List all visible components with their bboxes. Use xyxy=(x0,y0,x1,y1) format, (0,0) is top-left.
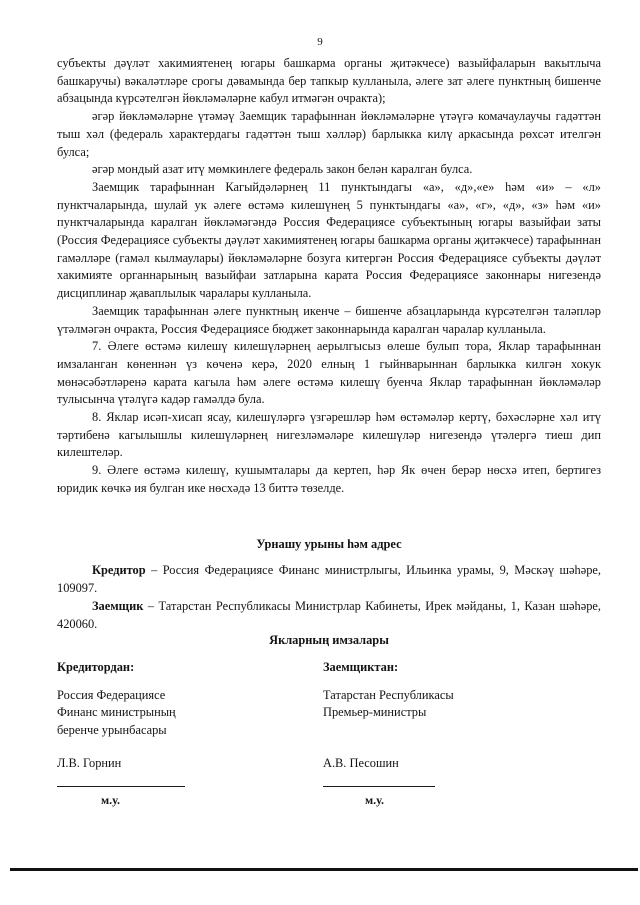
borrower-signature-label: Заемщиктан: xyxy=(323,660,399,674)
creditor-seal-mark: м.у. xyxy=(101,793,120,807)
creditor-signature-block xyxy=(57,659,307,740)
borrower-signatory-name: А.В. Песошин xyxy=(323,756,399,770)
document-body xyxy=(57,55,601,498)
creditor-separator: – xyxy=(145,563,163,577)
signatures-heading: Якларның имзалары xyxy=(269,633,389,647)
borrower-label: Заемщик xyxy=(92,599,144,613)
scan-edge-bar xyxy=(10,868,638,871)
borrower-seal-mark: м.у. xyxy=(365,793,384,807)
borrower-signatory-title: Татарстан Республикасы xyxy=(323,687,454,702)
paragraph: 7. Әлеге өстәмә килешү килешүләрнең аерылгысыз өлеше булып тора, Яклар тарафыннан имзаланган көненнән үз көченә керә, 2020 елның 1 гыйнварыннан барлыкка килгән хокук мөнәсәбәтләренә карата кагыла һәм әлеге өстәмә килешү буенча Яклар тарафыннан йөкләмәләр тулысынча үтәлүгә кадәр гамәлдә була. xyxy=(57,339,601,407)
paragraph: Заемщик тарафыннан Кагыйдәләрнең 11 пунктындагы «а», «д»,«е» һәм «и» – «л» пунктчаларында, шулай ук әлеге өстәмә килешүнең 5 пунктындагы «а», «г», «д», «з» һәм «и» пунктчаларында каралган йөкләмәгәндә Россия Федерациясе субъектының югары вазыйфаи заты (Россия Федерациясе субъекты дәүләт хакимиятенең югары башкарма органы җитәкчесе) тарафыннан гамәлләре (гамәл кылмаулары) йөкләмәләрне бозуга китергән Россия Федерациясе субъекты дәүләт хакимияте органнарының вазыйфаи затларына карата Россия Федерациясе законнары нигезендә дисциплинар җаваплылык чаралары кулланыла. xyxy=(57,179,601,301)
address-heading: Урнашу урыны һәм адрес xyxy=(256,537,402,551)
creditor-signature-line xyxy=(57,786,185,787)
creditor-address xyxy=(57,562,601,597)
creditor-label: Кредитор xyxy=(92,563,146,577)
borrower-address xyxy=(57,598,601,633)
page-number: 9 xyxy=(317,36,323,48)
creditor-text: Россия Федерациясе Финанс министрлыгы, Ильинка урамы, 9, Мәскәү шәһәре, 109097. xyxy=(57,563,601,595)
paragraph: әгәр мондый азат итү мөмкинлеге федераль закон белән каралган булса. xyxy=(92,162,473,177)
paragraph: Заемщик тарафыннан әлеге пунктның икенче – бишенче абзацларында күрсәтелгән таләпләр үтәлмәгән очракта, Россия Федерациясе бюджет законнарында каралган чаралар кулланыла. xyxy=(57,303,601,336)
borrower-signature-line xyxy=(323,786,435,787)
creditor-signatory-title: Финанс министрының xyxy=(57,705,176,720)
creditor-signatory-title: Россия Федерациясе xyxy=(57,687,166,702)
creditor-signature-label: Кредитордан: xyxy=(57,660,135,674)
borrower-signature-block xyxy=(323,659,583,722)
creditor-signatory-title: беренче урынбасары xyxy=(57,723,167,738)
paragraph: әгәр йөкләмәләрне үтәмәү Заемщик тарафыннан йөкләмәләрне үтәүгә комачаулаучы гадәттән тыш хәл (федераль характердагы гадәттән тыш хәлләр) барлыкка килү аркасында рөхсәт ителгән булса; xyxy=(57,109,601,159)
borrower-text: Татарстан Республикасы Министрлар Кабинеты, Ирек мәйданы, 1, Казан шәһәре, 420060. xyxy=(57,599,601,631)
borrower-signatory-title: Премьер-министры xyxy=(323,705,427,720)
paragraph: 9. Әлеге өстәмә килешү, кушымталары да кертеп, һәр Як өчен берәр нөсхә итеп, бертигез юридик көчкә ия булган ике нөсхәдә 13 биттә төзелде. xyxy=(57,463,601,495)
paragraph: 8. Яклар исәп-хисап ясау, килешүләргә үзгәрешләр һәм өстәмәләр кертү, бәхәсләрне хәл итү тәртибенә кагылышлы килешүләрнең нигезләмәләре килешүләр нигезендә үтәлергә тиеш дип килештеләр. xyxy=(57,410,601,460)
creditor-signatory-name: Л.В. Горнин xyxy=(57,756,122,770)
paragraph: субъекты дәүләт хакимиятенең югары башкарма органы җитәкчесе) вазыйфаларын вакытлыча башкаручы) вәкаләтләре срогы дәвамында бер тапкыр кулланыла, әлеге зат әлеге пунктның бишенче абзацында күрсәтелгән йөкләмәләрне кабул итмәгән очракта); xyxy=(57,56,601,106)
borrower-separator: – xyxy=(143,599,159,613)
